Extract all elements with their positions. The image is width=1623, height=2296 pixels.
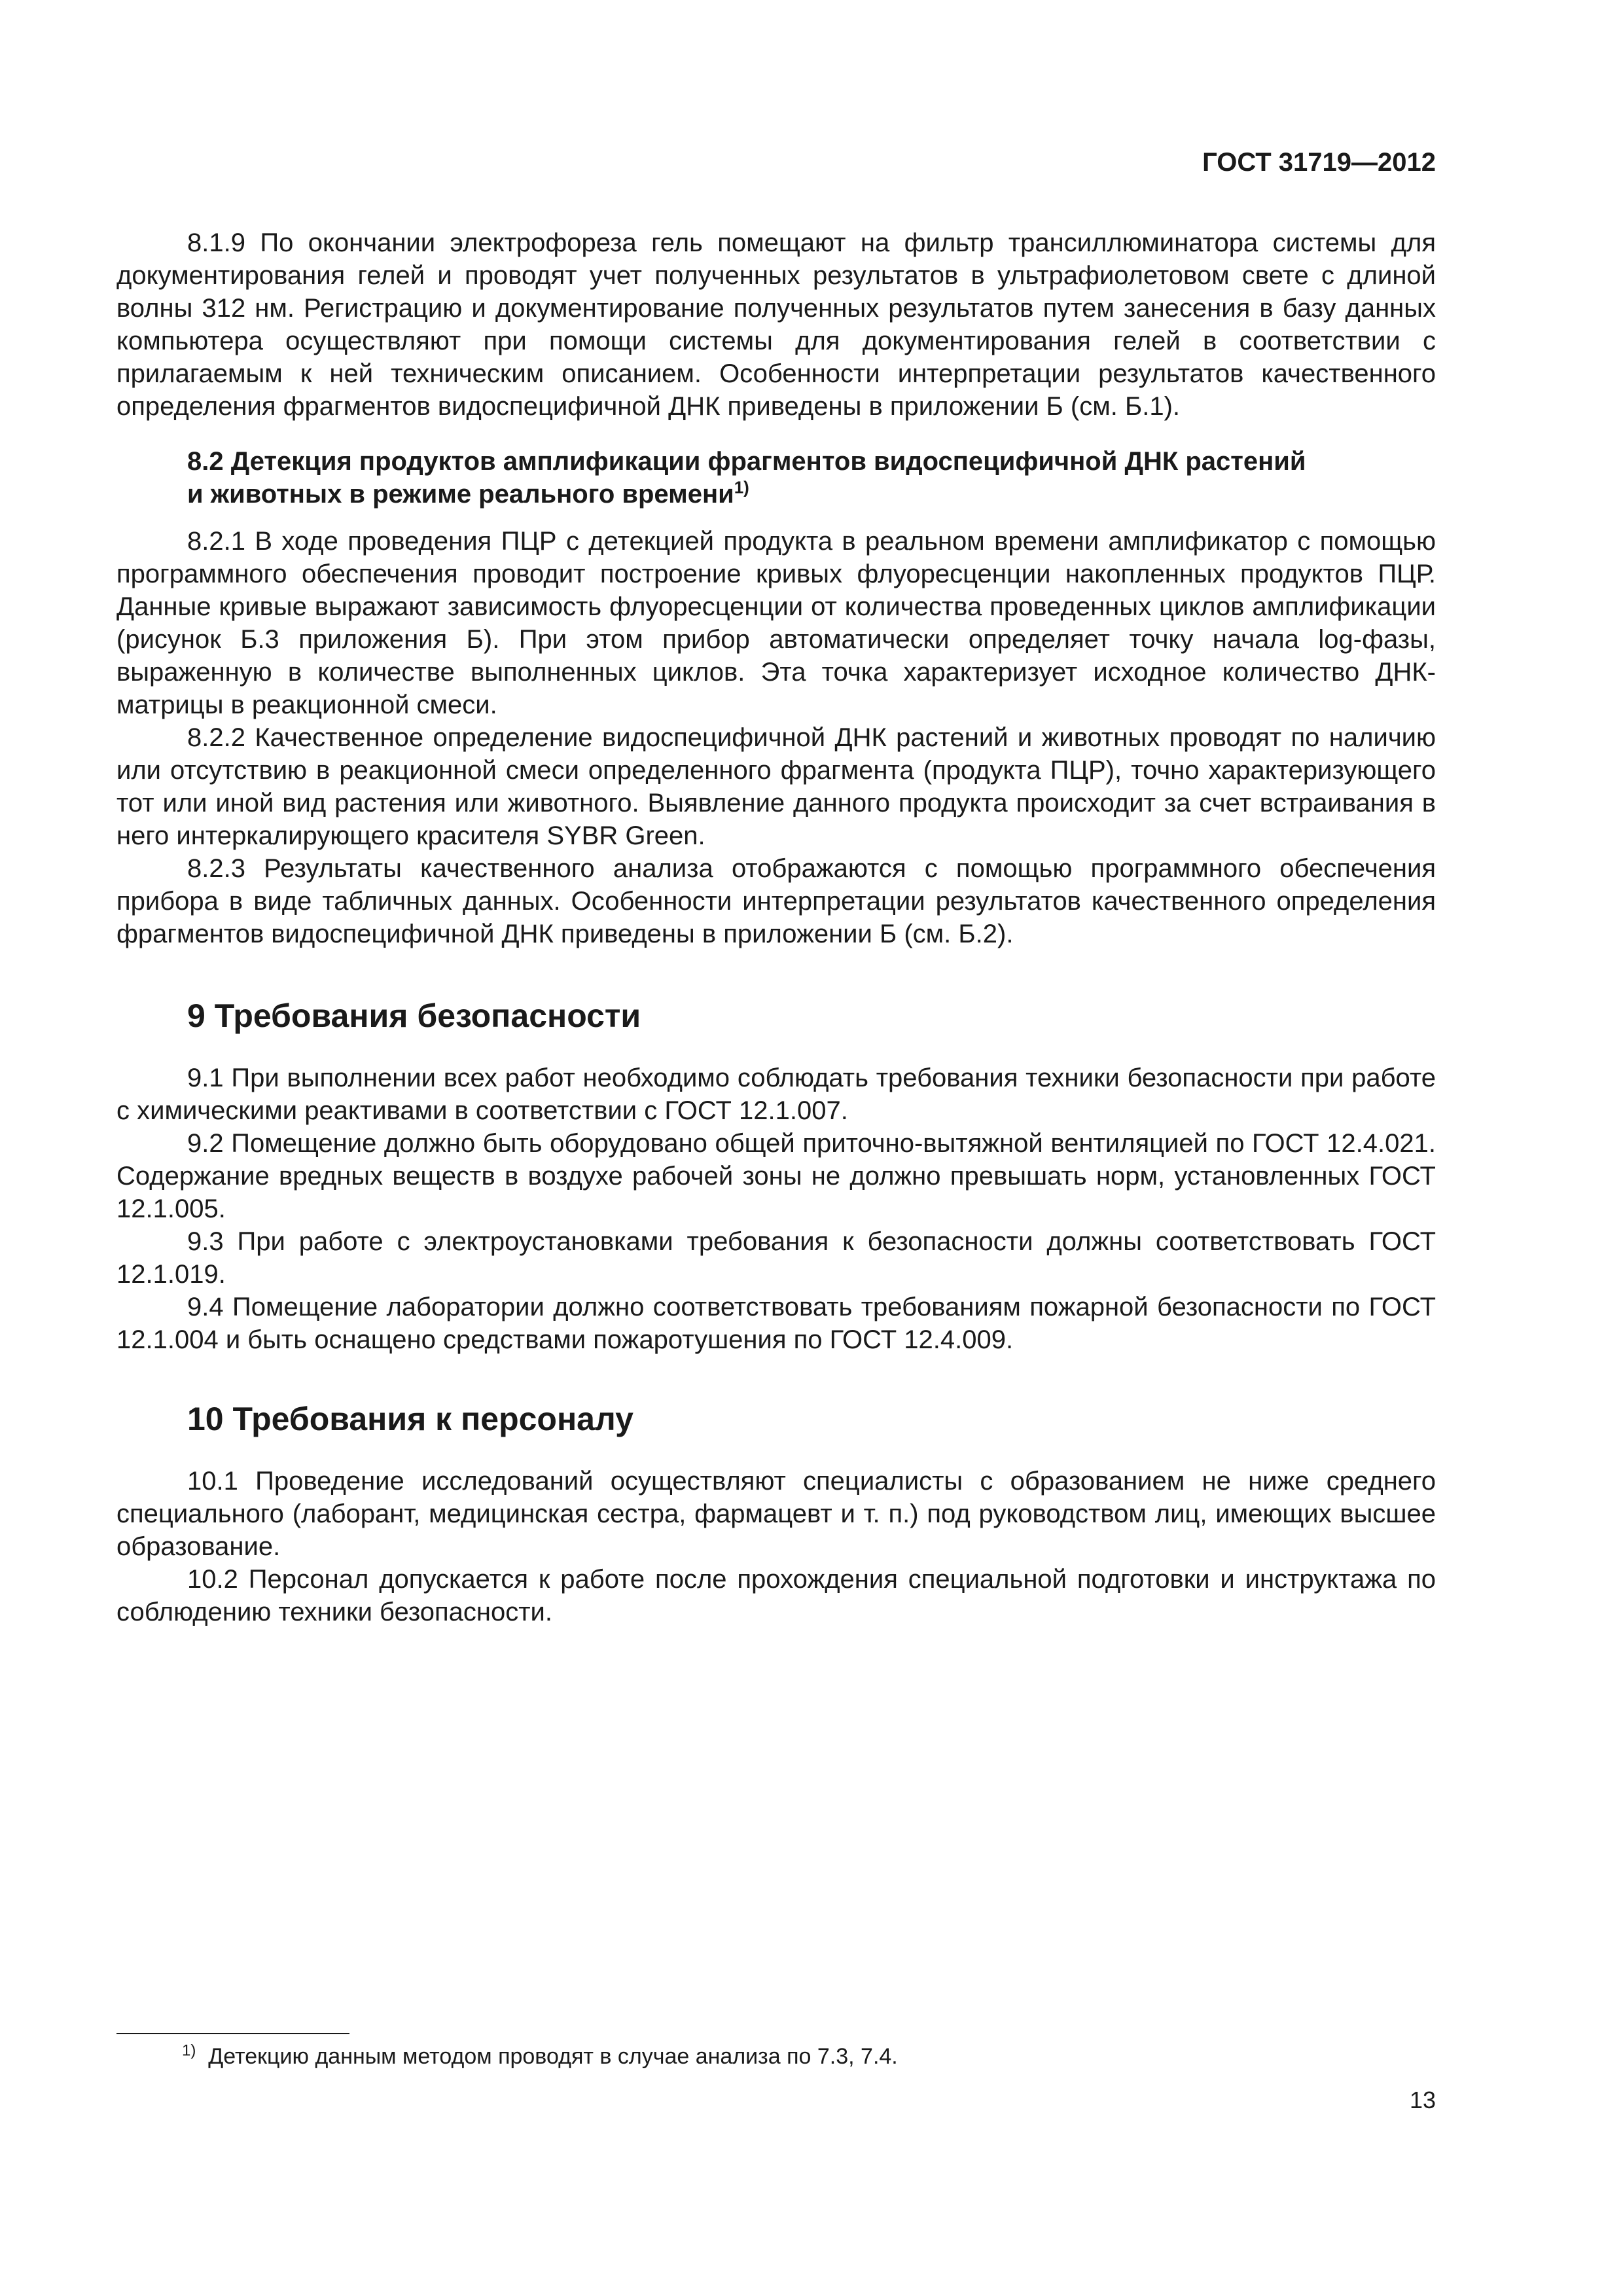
section-9-heading: 9 Требования безопасности [187,997,641,1034]
paragraph-10-2: 10.2 Персонал допускается к работе после прохождения специальной подготовки и инструктажа по соблюдению техники безопасности. [116,1565,1436,1626]
paragraph-10-1: 10.1 Проведение исследований осуществляют специалисты с образованием не ниже среднего специального (лаборант, медицинская сестра, фармацевт и т. п.) под руководством лиц, имеющих высшее образование. [116,1467,1436,1561]
page-number: 13 [1409,2087,1436,2113]
footnote-separator [116,2033,349,2034]
footnote-mark: 1) [182,2041,196,2060]
document-header: ГОСТ 31719—2012 [1202,148,1436,177]
footnote [182,2042,898,2071]
section-8-1-9-block [116,226,1436,423]
footnote-reference-mark: 1) [734,477,749,497]
paragraph-9-3: 9.3 При работе с электроустановками требования к безопасности должны соответствовать ГОСТ 12.1.019. [116,1227,1436,1289]
paragraph-8-2-1: 8.2.1 В ходе проведения ПЦР с детекцией продукта в реальном времени амплификатор с помощью программного обеспечения проводит построение кривых флуоресценции накопленных продуктов ПЦР. Данные кривые выражают зависимость флуоресценции от количества проведенных циклов амплификации (рисунок Б.3 приложения Б). При этом прибор автоматически определяет точку начала log-фазы, выраженную в количестве выполненных циклов. Эта точка характеризует исходное количество ДНК-матрицы в реакционной смеси. [116,527,1436,719]
paragraph-9-1: 9.1 При выполнении всех работ необходимо соблюдать требования техники безопасности при работе с химическими реактивами в соответствии с ГОСТ 12.1.007. [116,1064,1436,1125]
section-10-block [116,1399,1436,1628]
section-8-2-heading-line1: 8.2 Детекция продуктов амплификации фрагментов видоспецифичной ДНК растений [187,447,1306,476]
paragraph-8-1-9: 8.1.9 По окончании электрофореза гель помещают на фильтр трансиллюминатора системы для документирования гелей и проводят учет полученных результатов в ультрафиолетовом свете с длиной волны 312 нм. Регистрацию и документирование полученных результатов путем занесения в базу данных компьютера осуществляют при помощи системы для документирования гелей в соответствии с прилагаемым к ней техническим описанием. Особенности интерпретации результатов качественного определения фрагментов видоспецифичной ДНК приведены в приложении Б (см. Б.1). [116,228,1436,421]
section-10-heading: 10 Требования к персоналу [187,1401,633,1437]
paragraph-9-2: 9.2 Помещение должно быть оборудовано общей приточно-вытяжной вентиляцией по ГОСТ 12.4.021. Содержание вредных веществ в воздухе рабочей зоны не должно превышать норм, установленных ГОСТ 12.1.005. [116,1129,1436,1223]
paragraph-8-2-2: 8.2.2 Качественное определение видоспецифичной ДНК растений и животных проводят по наличию или отсутствию в реакционной смеси определенного фрагмента (продукта ПЦР), точно характеризующего тот или иной вид растения или животного. Выявление данного продукта происходит за счет встраивания в него интеркалирующего красителя SYBR Green. [116,723,1436,850]
footnote-text: Детекцию данным методом проводят в случае анализа по 7.3, 7.4. [208,2044,898,2069]
paragraph-9-4: 9.4 Помещение лаборатории должно соответствовать требованиям пожарной безопасности по ГОСТ 12.1.004 и быть оснащено средствами пожаротушения по ГОСТ 12.4.009. [116,1293,1436,1354]
section-8-2-block [116,445,1436,950]
section-8-2-heading-line2: и животных в режиме реального времени [187,480,734,509]
section-9-block [116,996,1436,1356]
section-8-2-heading [116,445,1436,511]
paragraph-8-2-3: 8.2.3 Результаты качественного анализа отображаются с помощью программного обеспечения прибора в виде табличных данных. Особенности интерпретации результатов качественного определения фрагментов видоспецифичной ДНК приведены в приложении Б (см. Б.2). [116,854,1436,948]
